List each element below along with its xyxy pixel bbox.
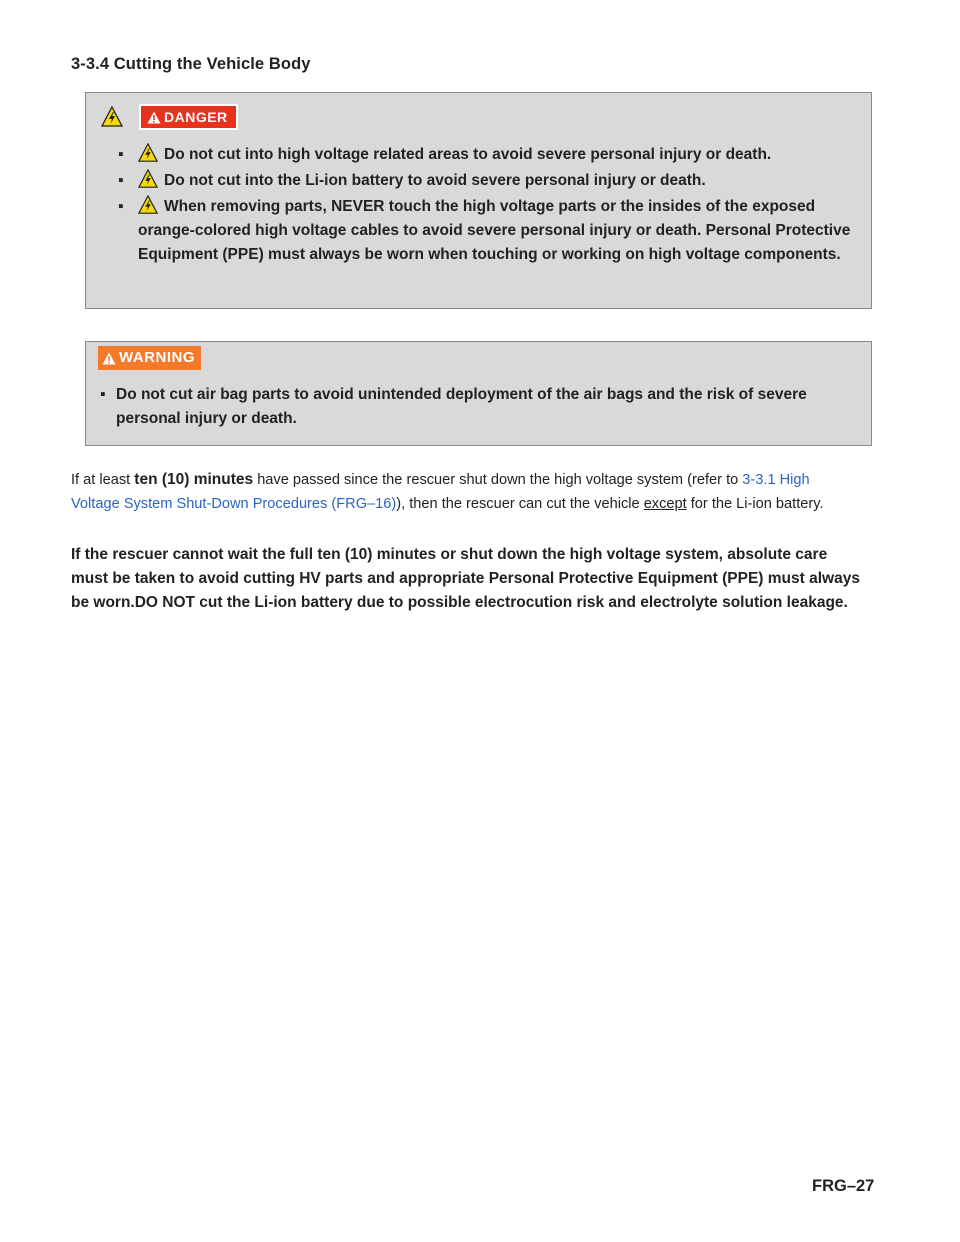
warning-label-text: WARNING — [119, 349, 195, 366]
exclamation-triangle-icon — [147, 111, 161, 124]
high-voltage-warning-icon — [138, 195, 158, 215]
text-run: ), then the rescuer can cut the vehicle — [396, 496, 644, 512]
warning-item — [100, 383, 840, 431]
bullet: ▪ — [118, 146, 124, 163]
danger-label — [139, 104, 238, 130]
exclamation-triangle-icon — [102, 352, 116, 365]
danger-item — [116, 169, 856, 193]
high-voltage-warning-icon — [138, 143, 158, 163]
text-run: If at least — [71, 472, 135, 488]
bullet: ▪ — [118, 198, 124, 215]
underlined-text: except — [643, 496, 687, 512]
body-paragraph-1 — [71, 468, 861, 516]
page-number: FRG–27 — [812, 1177, 875, 1195]
danger-header — [101, 104, 238, 130]
warning-item-text: Do not cut air bag parts to avoid unintended deployment of the air bags and the risk of severe personal injury or death. — [116, 386, 807, 427]
danger-item — [116, 195, 856, 267]
danger-item-text: Do not cut into the Li-ion battery to avoid severe personal injury or death. — [164, 172, 706, 189]
warning-list — [100, 383, 840, 431]
text-run: for the Li-ion battery. — [686, 496, 824, 512]
section-heading: 3-3.4 Cutting the Vehicle Body — [71, 55, 311, 73]
danger-list — [116, 143, 856, 269]
high-voltage-warning-icon — [101, 106, 123, 128]
danger-box — [85, 92, 872, 309]
high-voltage-warning-icon — [138, 169, 158, 189]
bullet: ▪ — [100, 386, 106, 403]
warning-box — [85, 341, 872, 446]
warning-label — [98, 346, 201, 370]
text-run: have passed since the rescuer shut down the high voltage system (refer to — [253, 472, 743, 488]
body-paragraph-2: If the rescuer cannot wait the full ten (10) minutes or shut down the high voltage system, absolute care must be taken to avoid cutting HV parts and appropriate Personal Protective Equipment (PPE) must always be worn.DO NOT cut the Li-ion battery due to possible electrocution risk and electrolyte solution leakage. — [71, 546, 860, 611]
emphasis-text: ten (10) minutes — [134, 471, 254, 488]
danger-item — [116, 143, 856, 167]
bullet: ▪ — [118, 172, 124, 189]
cross-reference-link[interactable]: 3-3.1 High Voltage System Shut-Down Procedures (FRG–16) — [71, 472, 810, 512]
danger-item-text: Do not cut into high voltage related areas to avoid severe personal injury or death. — [164, 146, 772, 163]
danger-item-text: When removing parts, NEVER touch the high voltage parts or the insides of the exposed orange-colored high voltage cables to avoid severe personal injury or death. Personal Protective Equipment (PPE) must always be worn when touching or working on high voltage components. — [138, 198, 851, 263]
danger-label-text: DANGER — [164, 109, 228, 125]
